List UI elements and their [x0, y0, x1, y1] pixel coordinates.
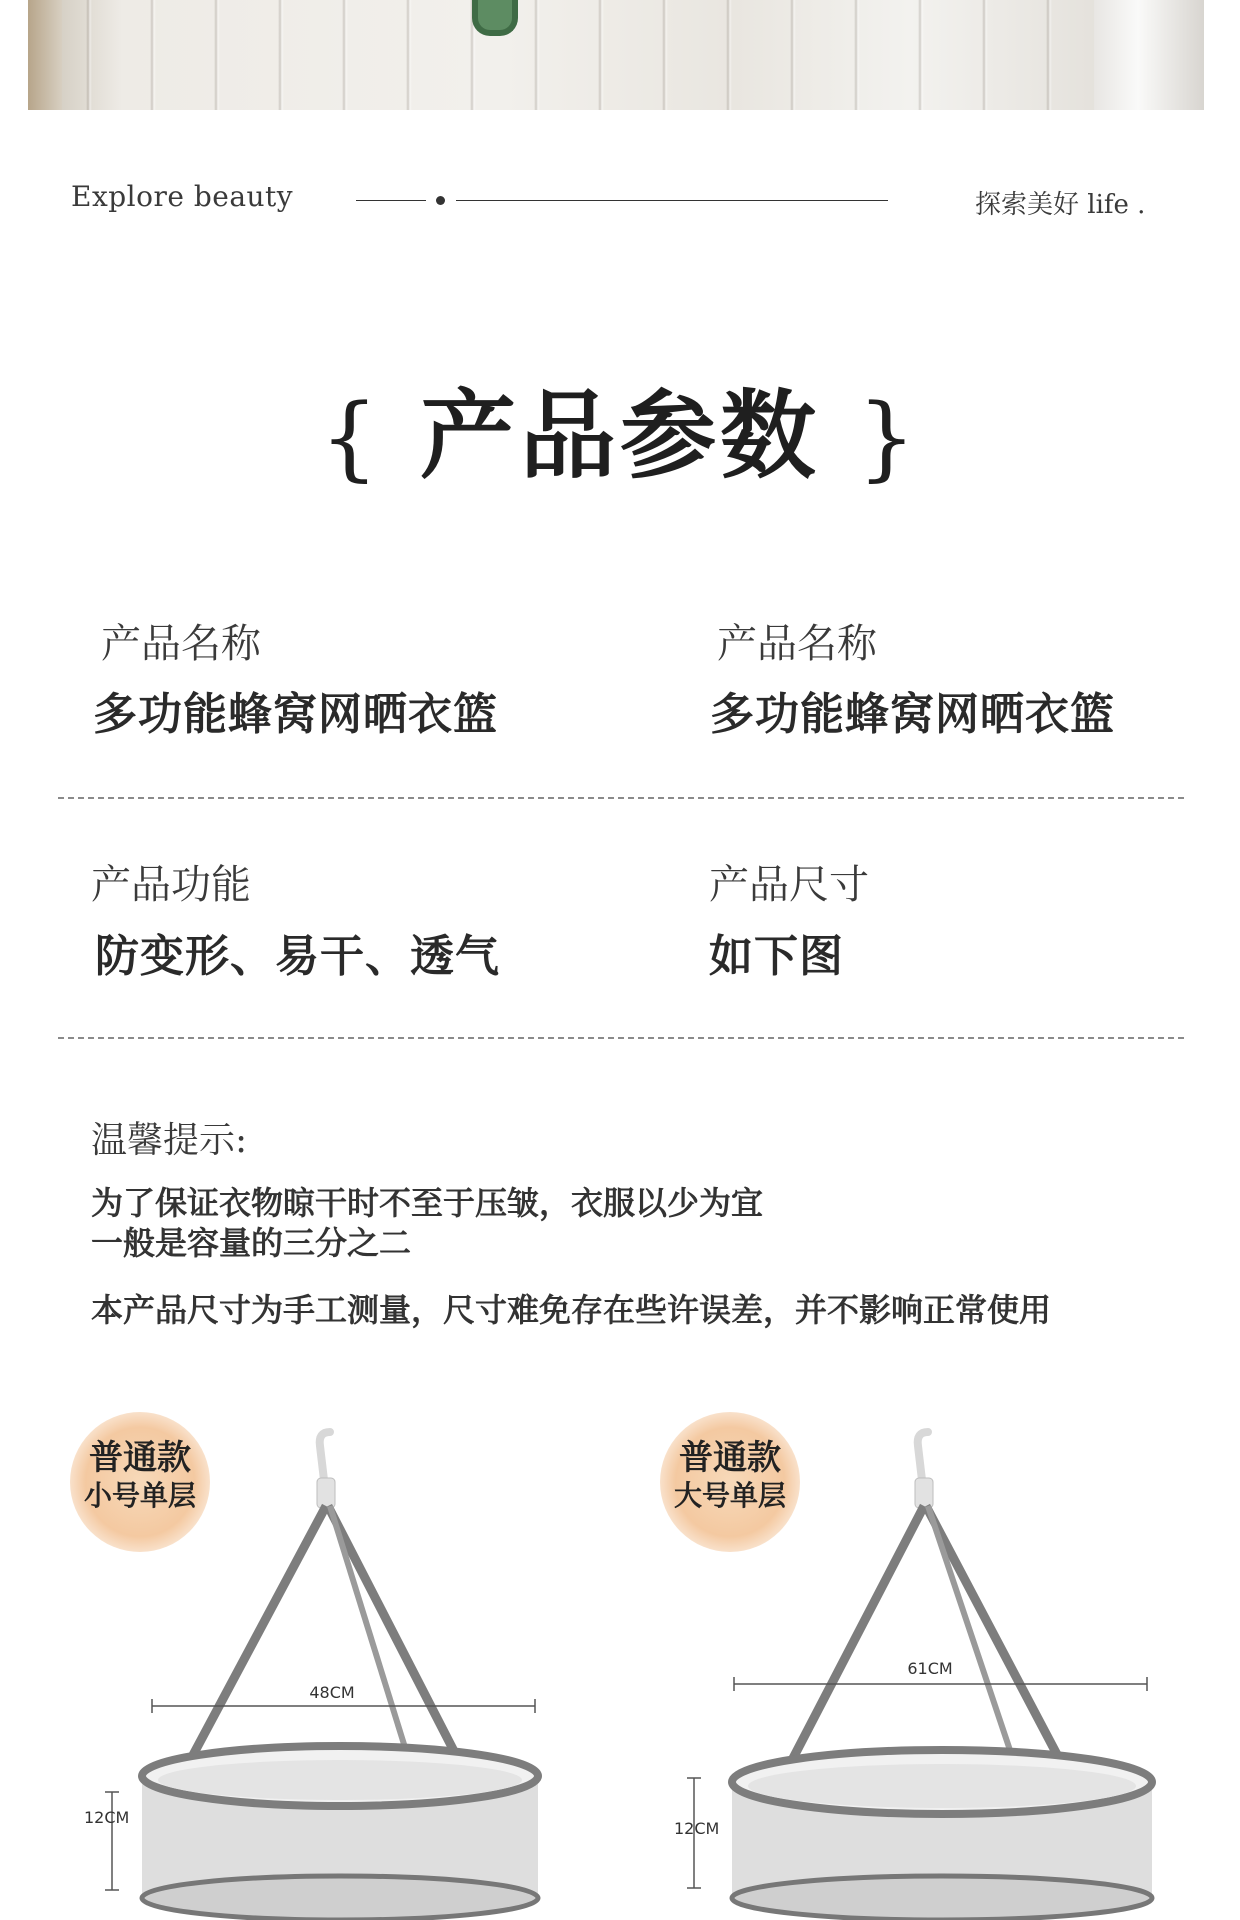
param-label-size: 产品尺寸 — [709, 862, 869, 908]
param-value-name-left: 多功能蜂窝网晒衣篮 — [93, 689, 498, 740]
width-dimension-label: 61CM — [907, 1659, 953, 1678]
height-dimension-label: 12CM — [674, 1819, 720, 1838]
wall-hook-image — [472, 0, 518, 36]
title-text: 产品参数 — [420, 379, 820, 492]
divider-dot — [436, 196, 445, 205]
badge-size-text: 小号单层 — [83, 1479, 196, 1512]
divider-line-left — [356, 200, 426, 201]
dashed-divider-1 — [58, 797, 1184, 799]
param-label-name-right: 产品名称 — [717, 621, 877, 667]
tips-heading: 温馨提示: — [91, 1120, 248, 1161]
width-dimension-label: 48CM — [309, 1683, 355, 1702]
param-value-size: 如下图 — [709, 931, 844, 982]
title-close-brace: } — [857, 384, 920, 491]
explore-text: Explore beauty — [71, 180, 294, 213]
tip-line-2: 一般是容量的三分之二 — [91, 1224, 412, 1262]
dashed-divider-2 — [58, 1037, 1184, 1039]
section-title — [0, 360, 1240, 497]
tip-line-3: 本产品尺寸为手工测量，尺寸难免存在些许误差，并不影响正常使用 — [91, 1291, 1052, 1329]
small-basket-illustration — [80, 1420, 560, 1920]
param-label-name-left: 产品名称 — [101, 621, 261, 667]
param-label-function: 产品功能 — [91, 862, 251, 908]
top-photo-banner — [28, 0, 1204, 110]
param-value-function: 防变形、易干、透气 — [95, 931, 500, 982]
divider-line-right — [456, 200, 888, 201]
large-basket-illustration — [670, 1420, 1170, 1920]
param-value-name-right: 多功能蜂窝网晒衣篮 — [710, 689, 1115, 740]
tagline-text: 探索美好 life . — [975, 190, 1146, 220]
height-dimension-label: 12CM — [84, 1808, 130, 1827]
title-open-brace: { — [320, 384, 383, 491]
tip-line-1: 为了保证衣物晾干时不至于压皱，衣服以少为宜 — [91, 1184, 764, 1222]
badge-type-text: 普通款 — [89, 1438, 191, 1478]
badge-size-text: 大号单层 — [673, 1479, 786, 1512]
badge-type-text: 普通款 — [679, 1438, 781, 1478]
